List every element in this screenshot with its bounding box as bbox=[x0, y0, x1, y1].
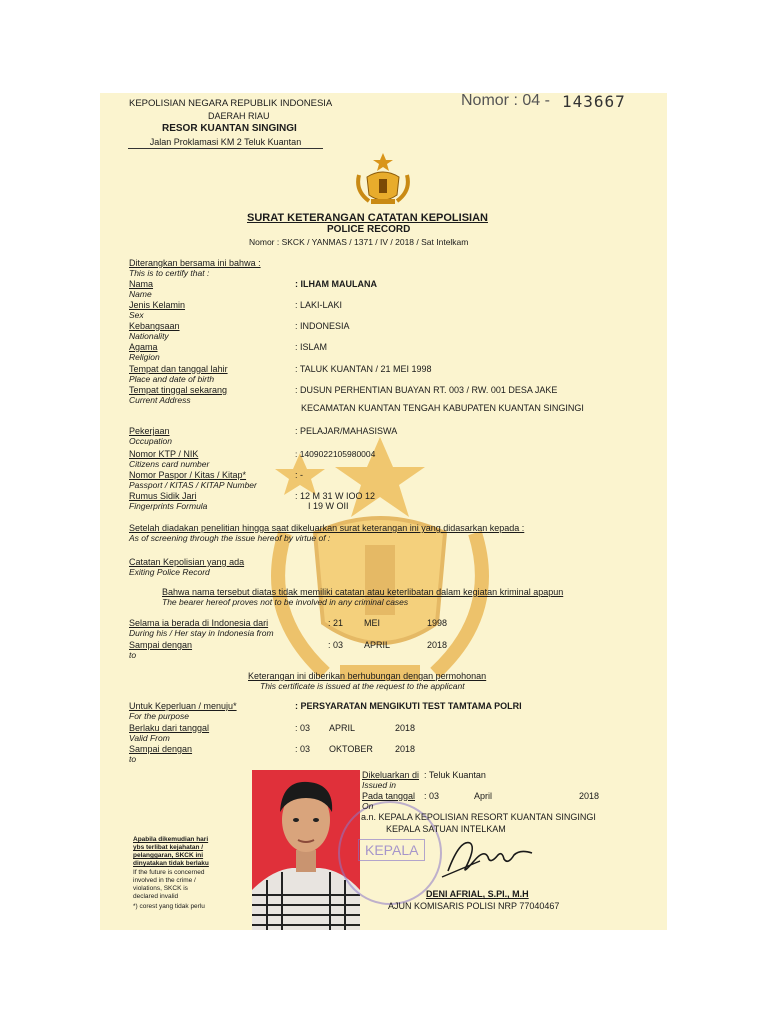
footnote-id-line3: pelanggaran, SKCK ini bbox=[133, 852, 204, 859]
valid-from-day: : 03 bbox=[295, 723, 311, 733]
stay-until-year: 2018 bbox=[427, 640, 448, 650]
issued-place-value: : Teluk Kuantan bbox=[424, 770, 486, 780]
purpose-label-en: For the purpose bbox=[129, 711, 190, 721]
issued-date-year: 2018 bbox=[579, 791, 600, 801]
field-birth-label: Tempat dan tanggal lahir bbox=[129, 364, 228, 374]
screening-id: Setelah diadakan penelitian hingga saat dikeluarkan surat keterangan ini yang didasarkan kepada : bbox=[129, 523, 525, 533]
signer-name: DENI AFRIAL, S.PI., M.H bbox=[426, 889, 529, 899]
field-name-label-en: Name bbox=[129, 289, 152, 299]
issued-place-label: Dikeluarkan di bbox=[362, 770, 420, 780]
signature-icon bbox=[440, 831, 540, 881]
intro-en: This is to certify that : bbox=[129, 268, 210, 278]
police-record-document bbox=[100, 93, 667, 930]
footnote-en-line2: involved in the crime / bbox=[133, 877, 196, 884]
field-nik-label: Nomor KTP / NIK bbox=[129, 449, 199, 459]
issued-place-label-en: Issued in bbox=[362, 780, 397, 790]
valid-from-label: Berlaku dari tanggal bbox=[129, 723, 210, 733]
stay-until-day: : 03 bbox=[328, 640, 344, 650]
record-label-en: Exiting Police Record bbox=[129, 567, 210, 577]
issued-date-label-en: On bbox=[362, 801, 374, 811]
title-sub: POLICE RECORD bbox=[327, 224, 411, 235]
field-address-label-en: Current Address bbox=[129, 395, 191, 405]
issued-authority: a.n. KEPALA KEPOLISIAN RESORT KUANTAN SINGINGI bbox=[361, 812, 596, 822]
signer-rank: AJUN KOMISARIS POLISI NRP 77040467 bbox=[388, 901, 560, 911]
valid-to-year: 2018 bbox=[395, 744, 416, 754]
field-birth-value: : TALUK KUANTAN / 21 MEI 1998 bbox=[295, 364, 432, 374]
field-religion-label-en: Religion bbox=[129, 352, 160, 362]
field-religion-label: Agama bbox=[129, 342, 158, 352]
org-address: Jalan Proklamasi KM 2 Teluk Kuantan bbox=[128, 137, 323, 149]
watermark-emblem-icon bbox=[245, 433, 515, 693]
stay-from-day: : 21 bbox=[328, 618, 344, 628]
footnote-id-line2: ybs terlibat kejahatan / bbox=[133, 844, 204, 851]
field-fingerprint-value: : 12 M 31 W IOO 12 bbox=[295, 491, 376, 501]
stay-until-month: APRIL bbox=[364, 640, 391, 650]
field-sex-label: Jenis Kelamin bbox=[129, 300, 186, 310]
stay-from-month: MEI bbox=[364, 618, 381, 628]
field-passport-value: : - bbox=[295, 470, 303, 480]
field-nationality-label-en: Nationality bbox=[129, 331, 169, 341]
issued-date-label: Pada tanggal bbox=[362, 791, 416, 801]
footnote-id-line1: Apabila dikemudian hari bbox=[133, 836, 209, 843]
screening-en: As of screening through the issue hereof by virtue of : bbox=[129, 533, 331, 543]
field-name-value: : ILHAM MAULANA bbox=[295, 279, 377, 289]
field-address-label: Tempat tinggal sekarang bbox=[129, 385, 228, 395]
valid-to-label-en: to bbox=[129, 754, 137, 764]
stay-until-label-en: to bbox=[129, 650, 137, 660]
intro-id: Diterangkan bersama ini bahwa : bbox=[129, 258, 261, 268]
title-main: SURAT KETERANGAN CATATAN KEPOLISIAN bbox=[247, 212, 488, 224]
field-nik-value: : 1409022105980004 bbox=[295, 449, 376, 459]
request-en: This certificate is issued at the request to the applicant bbox=[260, 681, 465, 691]
field-religion-value: : ISLAM bbox=[295, 342, 328, 352]
field-passport-label: Nomor Paspor / Kitas / Kitap* bbox=[129, 470, 247, 480]
stay-until-label: Sampai dengan bbox=[129, 640, 193, 650]
field-nationality-value: : INDONESIA bbox=[295, 321, 350, 331]
record-label: Catatan Kepolisian yang ada bbox=[129, 557, 245, 567]
org-line2: DAERAH RIAU bbox=[208, 111, 270, 121]
field-fingerprint-value2: I 19 W OII bbox=[308, 501, 349, 511]
request-id: Keterangan ini diberikan berhubungan dengan permohonan bbox=[248, 671, 487, 681]
doc-number-value: 143667 bbox=[562, 93, 626, 111]
field-fingerprint-label: Rumus Sidik Jari bbox=[129, 491, 197, 501]
footnote-en-line5: *) corest yang tidak perlu bbox=[133, 903, 205, 910]
footnote-en-line3: violations, SKCK is bbox=[133, 885, 188, 892]
field-fingerprint-label-en: Fingerprints Formula bbox=[129, 501, 208, 511]
valid-to-label: Sampai dengan bbox=[129, 744, 193, 754]
org-line3: RESOR KUANTAN SINGINGI bbox=[162, 123, 297, 134]
doc-number-label: Nomor : 04 - bbox=[461, 93, 550, 109]
field-passport-label-en: Passport / KITAS / KITAP Number bbox=[129, 480, 257, 490]
field-address-value: : DUSUN PERHENTIAN BUAYAN RT. 003 / RW. 001 DESA JAKE bbox=[295, 385, 558, 395]
issued-unit: KEPALA SATUAN INTELKAM bbox=[386, 824, 506, 834]
police-emblem-icon bbox=[353, 151, 413, 207]
field-name-label: Nama bbox=[129, 279, 154, 289]
footnote-id-line4: dinyatakan tidak berlaku bbox=[133, 860, 209, 867]
valid-from-label-en: Valid From bbox=[129, 733, 170, 743]
stay-from-year: 1998 bbox=[427, 618, 448, 628]
org-line1: KEPOLISIAN NEGARA REPUBLIK INDONESIA bbox=[129, 98, 333, 109]
field-address-value2: KECAMATAN KUANTAN TENGAH KABUPATEN KUANTAN SINGINGI bbox=[301, 403, 584, 413]
stamp-text: KEPALA bbox=[358, 839, 425, 861]
record-statement: Bahwa nama tersebut diatas tidak memiliki catatan atau keterlibatan dalam kegiatan kriminal apapun bbox=[162, 587, 564, 597]
purpose-value: : PERSYARATAN MENGIKUTI TEST TAMTAMA POLRI bbox=[295, 701, 522, 711]
field-occupation-value: : PELAJAR/MAHASISWA bbox=[295, 426, 398, 436]
field-nik-label-en: Citizens card number bbox=[129, 459, 210, 469]
stay-label: Selama ia berada di Indonesia dari bbox=[129, 618, 269, 628]
valid-from-year: 2018 bbox=[395, 723, 416, 733]
valid-from-month: APRIL bbox=[329, 723, 356, 733]
field-occupation-label-en: Occupation bbox=[129, 436, 172, 446]
footnote-en-line1: If the future is concerned bbox=[133, 869, 205, 876]
issued-date-month: April bbox=[474, 791, 493, 801]
stay-label-en: During his / Her stay in Indonesia from bbox=[129, 628, 274, 638]
issued-date-day: : 03 bbox=[424, 791, 440, 801]
field-nationality-label: Kebangsaan bbox=[129, 321, 180, 331]
footnote-en-line4: declared invalid bbox=[133, 893, 179, 900]
field-occupation-label: Pekerjaan bbox=[129, 426, 170, 436]
field-birth-label-en: Place and date of birth bbox=[129, 374, 215, 384]
field-sex-value: : LAKI-LAKI bbox=[295, 300, 343, 310]
valid-to-month: OKTOBER bbox=[329, 744, 373, 754]
field-sex-label-en: Sex bbox=[129, 310, 144, 320]
valid-to-day: : 03 bbox=[295, 744, 311, 754]
record-statement-en: The bearer hereof proves not to be involved in any criminal cases bbox=[162, 597, 409, 607]
title-number: Nomor : SKCK / YANMAS / 1371 / IV / 2018 / Sat Intelkam bbox=[249, 237, 469, 247]
purpose-label: Untuk Keperluan / menuju* bbox=[129, 701, 237, 711]
